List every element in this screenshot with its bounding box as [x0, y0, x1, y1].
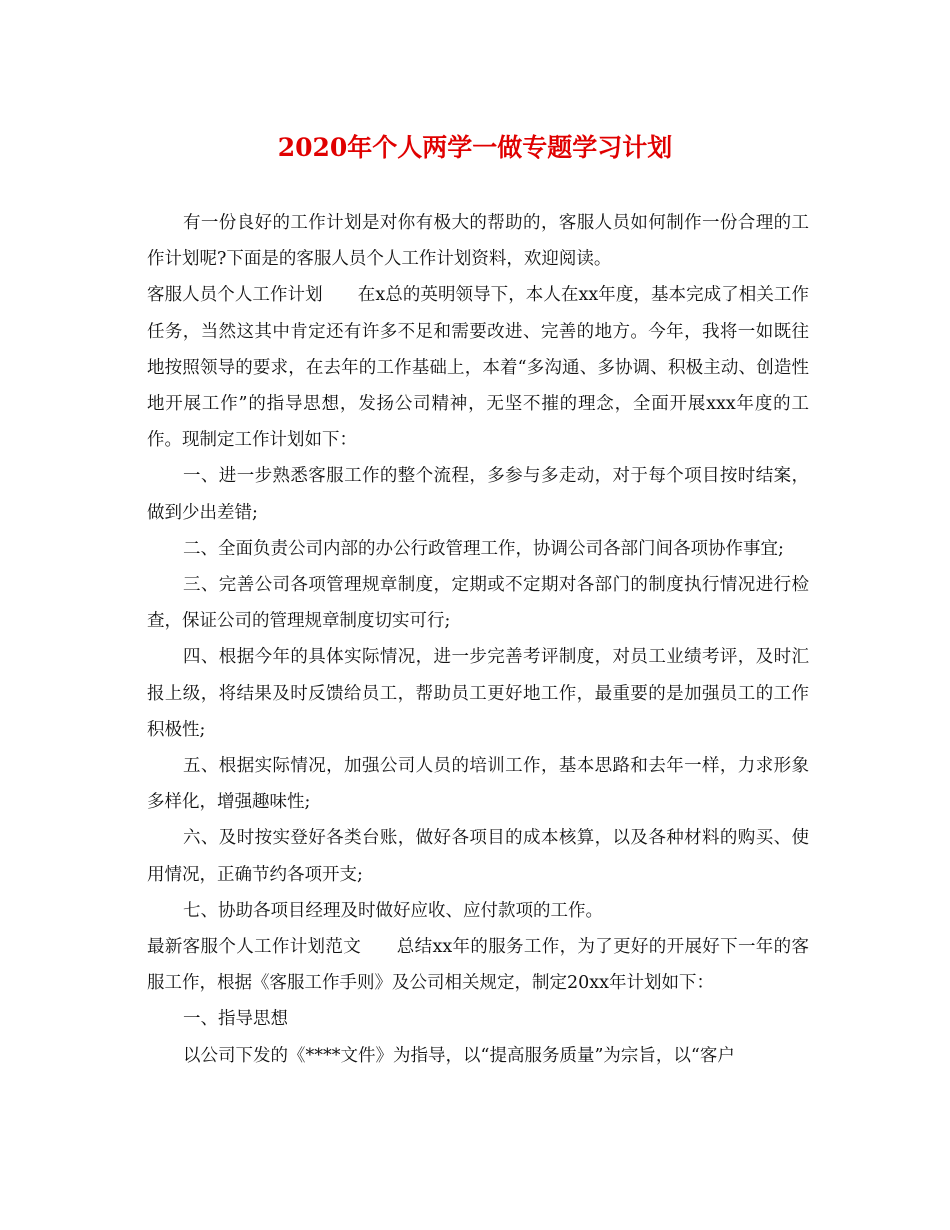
paragraph-item-6: 六、及时按实登好各类台账，做好各项目的成本核算，以及各种材料的购买、使用情况，正确节约各项开支;: [147, 828, 809, 885]
paragraph-item-3: 三、完善公司各项管理规章制度，定期或不定期对各部门的制度执行情况进行检查，保证公司的管理规章制度切实可行;: [147, 575, 809, 632]
paragraph-item-4: 四、根据今年的具体实际情况，进一步完善考评制度，对员工业绩考评，及时汇报上级，将结果及时反馈给员工，帮助员工更好地工作，最重要的是加强员工的工作积极性;: [147, 647, 809, 740]
paragraph-intro: 有一份良好的工作计划是对你有极大的帮助的，客服人员如何制作一份合理的工作计划呢?下面是的客服人员个人工作计划资料，欢迎阅读。: [147, 213, 809, 270]
paragraph-guiding-text: 以公司下发的《****文件》为指导，以“提高服务质量”为宗旨，以“客户: [183, 1045, 735, 1066]
paragraph-item-1: 一、进一步熟悉客服工作的整个流程，多参与多走动，对于每个项目按时结案，做到少出差错;: [147, 466, 809, 523]
paragraph-item-2: 二、全面负责公司内部的办公行政管理工作，协调公司各部门间各项协作事宜;: [183, 538, 784, 559]
paragraph-sample-heading: 最新客服个人工作计划范文 总结xx年的服务工作，为了更好的开展好下一年的客服工作，根据《客服工作手则》及公司相关规定，制定20xx年计划如下：: [147, 937, 809, 994]
paragraph-item-7: 七、协助各项目经理及时做好应收、应付款项的工作。: [183, 900, 603, 921]
document-body: [147, 205, 809, 1074]
paragraph-plan-heading: 客服人员个人工作计划 在x总的英明领导下，本人在xx年度，基本完成了相关工作任务，当然这其中肯定还有许多不足和需要改进、完善的地方。今年，我将一如既往地按照领导的要求，在去年的工作基础上，本着“多沟通、多协调、积极主动、创造性地开展工作”的指导思想，发扬公司精神，无坚不摧的理念，全面开展xxx年度的工作。现制定工作计划如下：: [147, 285, 809, 451]
document-title: 2020年个人两学一做专题学习计划: [277, 133, 673, 162]
paragraph-item-5: 五、根据实际情况，加强公司人员的培训工作，基本思路和去年一样，力求形象多样化，增强趣味性;: [147, 756, 809, 813]
paragraph-guiding-heading: 一、指导思想: [183, 1009, 288, 1030]
